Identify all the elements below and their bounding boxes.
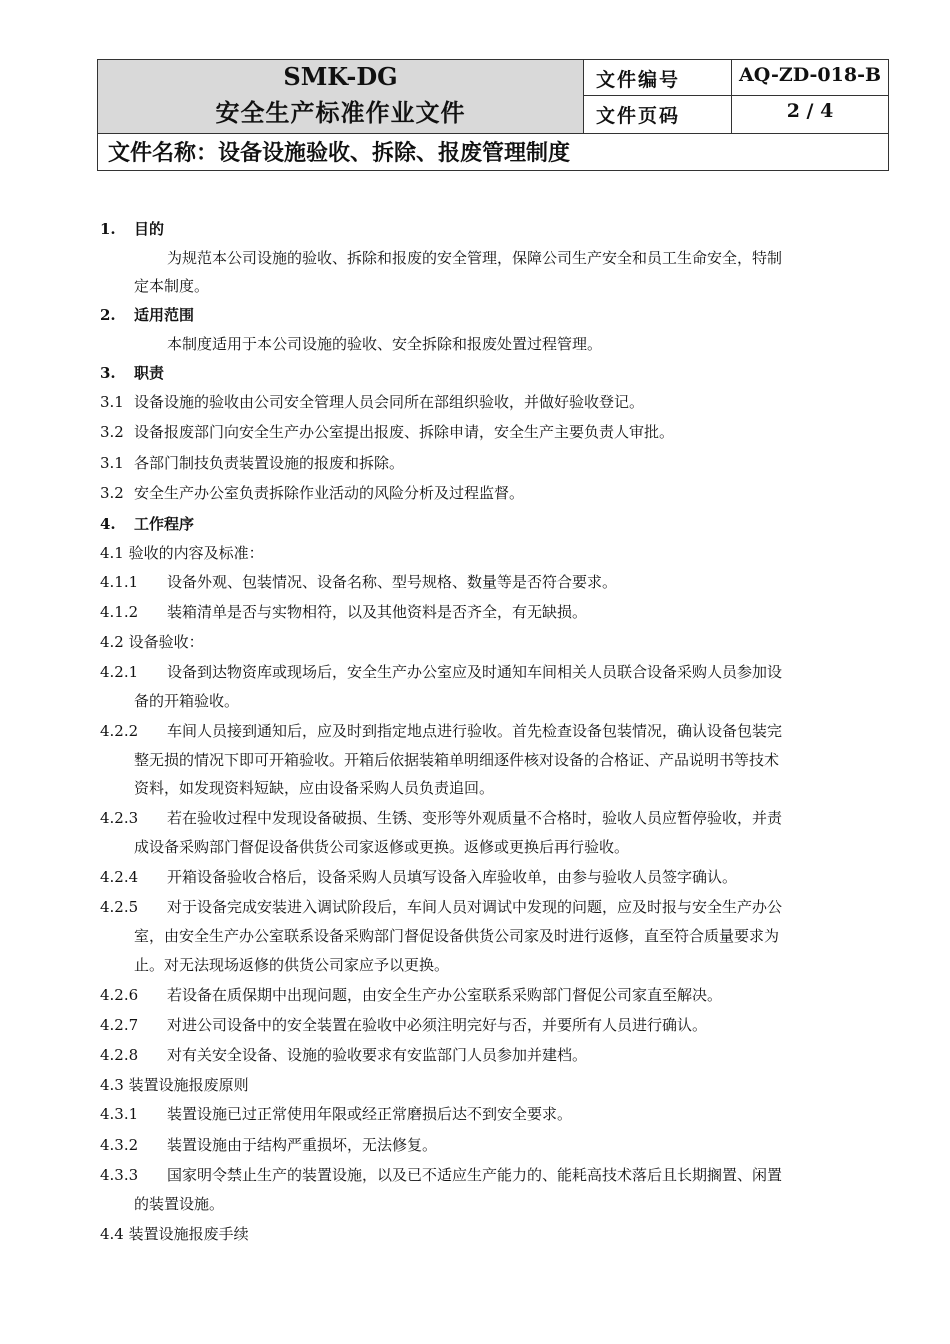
item-text: 各部门制技负责装置设施的报废和拆除。: [134, 454, 405, 472]
item-text: 资料，如发现资料短缺，应由设备采购人员负责追回。: [134, 779, 495, 797]
subsection-heading: 4.4 装置设施报废手续: [100, 1225, 249, 1243]
item-text: 设备报废部门向安全生产办公室提出报废、拆除申请，安全生产主要负责人审批。: [134, 423, 675, 441]
item-number: 4.2.5: [100, 898, 139, 916]
header-divider: [98, 133, 888, 134]
page-number: 2 / 4: [786, 100, 834, 122]
paragraph-line: 为规范本公司设施的验收、拆除和报废的安全管理，保障公司生产安全和员工生命安全，特制: [167, 249, 783, 267]
subsection-heading: 4.3 装置设施报废原则: [100, 1076, 249, 1094]
company-code: SMK-DG: [283, 62, 398, 91]
page-label: 文件页码: [596, 105, 681, 127]
item-number: 4.2.6: [100, 986, 139, 1004]
item-text: 开箱设备验收合格后，设备采购人员填写设备入库验收单，由参与验收人员签字确认。: [167, 868, 738, 886]
item-number: 4.3.3: [100, 1166, 139, 1184]
item-text: 备的开箱验收。: [134, 692, 240, 710]
item-text: 成设备采购部门督促设备供货公司家返修或更换。返修或更换后再行验收。: [134, 838, 630, 856]
subsection-heading: 4.1 验收的内容及标准：: [100, 544, 264, 562]
section-heading: 职责: [134, 364, 165, 382]
item-number: 3.2: [100, 484, 124, 502]
section-heading: 目的: [134, 220, 165, 238]
item-text: 若在验收过程中发现设备破损、生锈、变形等外观质量不合格时，验收人员应暂停验收，并责: [167, 809, 783, 827]
header-divider: [583, 95, 889, 96]
item-number: 3.2: [100, 423, 124, 441]
item-text: 设备外观、包装情况、设备名称、型号规格、数量等是否符合要求。: [167, 573, 618, 591]
document-header: [97, 59, 889, 171]
item-number: 4.1.1: [100, 573, 139, 591]
section-heading: 工作程序: [134, 515, 195, 533]
item-number: 4.2.1: [100, 663, 139, 681]
item-text: 装置设施已过正常使用年限或经正常磨损后达不到安全要求。: [167, 1105, 573, 1123]
item-number: 3.1: [100, 454, 124, 472]
section-number: 1.: [100, 220, 116, 238]
item-text: 安全生产办公室负责拆除作业活动的风险分析及过程监督。: [134, 484, 525, 502]
item-text: 的装置设施。: [134, 1195, 225, 1213]
item-number: 4.1.2: [100, 603, 139, 621]
item-text: 对进公司设备中的安全装置在验收中必须注明完好与否，并要所有人员进行确认。: [167, 1016, 708, 1034]
item-text: 设备设施的验收由公司安全管理人员会同所在部组织验收，并做好验收登记。: [134, 393, 645, 411]
section-number: 3.: [100, 364, 116, 382]
item-text: 车间人员接到通知后，应及时到指定地点进行验收。首先检查设备包装情况，确认设备包装完: [167, 722, 783, 740]
item-text: 整无损的情况下即可开箱验收。开箱后依据装箱单明细逐件核对设备的合格证、产品说明书等技术: [134, 751, 780, 769]
document-type: 安全生产标准作业文件: [215, 98, 466, 127]
item-text: 对有关安全设备、设施的验收要求有安监部门人员参加并建档。: [167, 1046, 588, 1064]
document-name: 文件名称：设备设施验收、拆除、报废管理制度: [108, 140, 571, 166]
section-heading: 适用范围: [134, 306, 195, 324]
item-text: 若设备在质保期中出现问题，由安全生产办公室联系采购部门督促公司家直至解决。: [167, 986, 723, 1004]
item-text: 装箱清单是否与实物相符，以及其他资料是否齐全，有无缺损。: [167, 603, 588, 621]
item-text: 对于设备完成安装进入调试阶段后，车间人员对调试中发现的问题，应及时报与安全生产办公: [167, 898, 783, 916]
item-number: 4.2.8: [100, 1046, 139, 1064]
item-text: 止。对无法现场返修的供货公司家应予以更换。: [134, 956, 450, 974]
paragraph-line: 本制度适用于本公司设施的验收、安全拆除和报废处置过程管理。: [167, 335, 603, 353]
item-text: 国家明令禁止生产的装置设施，以及已不适应生产能力的、能耗高技术落后且长期搁置、闲置: [167, 1166, 783, 1184]
section-number: 2.: [100, 306, 116, 324]
item-number: 4.2.4: [100, 868, 139, 886]
section-number: 4.: [100, 515, 116, 533]
item-number: 4.3.1: [100, 1105, 139, 1123]
paragraph-line: 定本制度。: [134, 277, 210, 295]
subsection-heading: 4.2 设备验收：: [100, 633, 204, 651]
item-number: 4.2.2: [100, 722, 139, 740]
doc-number: AQ-ZD-018-B: [738, 64, 882, 86]
item-number: 3.1: [100, 393, 124, 411]
item-text: 室，由安全生产办公室联系设备采购部门督促设备供货公司家及时进行返修，直至符合质量要求为: [134, 927, 780, 945]
item-number: 4.2.3: [100, 809, 139, 827]
item-number: 4.2.7: [100, 1016, 139, 1034]
item-text: 设备到达物资库或现场后，安全生产办公室应及时通知车间相关人员联合设备采购人员参加设: [167, 663, 783, 681]
doc-number-label: 文件编号: [596, 69, 681, 91]
item-text: 装置设施由于结构严重损坏，无法修复。: [167, 1136, 438, 1154]
item-number: 4.3.2: [100, 1136, 139, 1154]
header-divider: [583, 60, 584, 133]
